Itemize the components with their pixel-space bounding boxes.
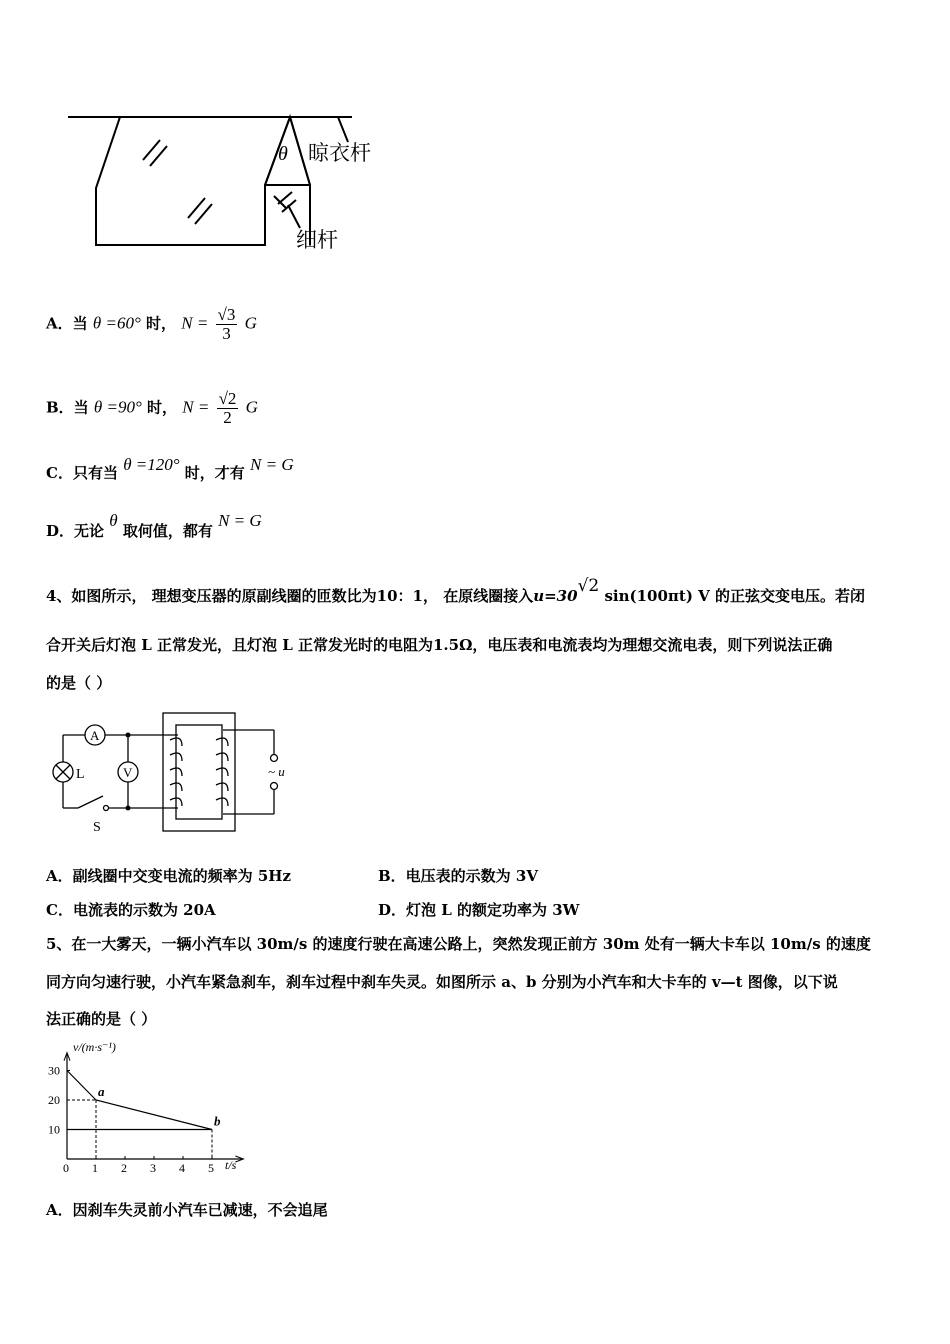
q3-option-b: B．当 θ =90° 时， N = $\frac{√2}{2}$ G — [46, 389, 258, 427]
y-tick-label: 10 — [48, 1122, 60, 1137]
lamp-label: L — [76, 767, 85, 782]
rod-label: 细杆 — [296, 228, 338, 252]
q4-line-2: 合开关后灯泡 L 正常发光，且灯泡 L 正常发光时的电阻为1.5Ω，电压表和电流表均为理想交流电表，则下列说法正确 — [46, 636, 833, 654]
x-tick-label: 3 — [150, 1161, 156, 1175]
q3-option-c: C．只有当 θ =120° 时，才有 N = G — [46, 455, 294, 482]
x-tick-label: 1 — [92, 1161, 98, 1175]
source-label: ~ u — [268, 764, 285, 779]
chart-xlabel: t/s — [225, 1158, 237, 1172]
q5-option-a: A．因刹车失灵前小汽车已减速，不会追尾 — [46, 1201, 328, 1219]
q4-option-c: C．电流表的示数为 20A — [46, 901, 216, 919]
angle-label: θ — [278, 143, 288, 165]
y-tick-label: 30 — [48, 1063, 60, 1078]
point-label-a: a — [98, 1084, 105, 1099]
y-tick-label: 20 — [48, 1093, 60, 1107]
ammeter-label: A — [90, 728, 100, 743]
vt-chart — [40, 1036, 270, 1176]
q4-option-b: B．电压表的示数为 3V — [378, 867, 538, 885]
x-tick-label: 0 — [63, 1161, 69, 1175]
q4-line-1: 4、如图所示， 理想变压器的原副线圈的匝数比为10：1， 在原线圈接入u=30√2 sin(100πt) V 的正弦交变电压。若闭 — [46, 576, 865, 605]
q4-option-a: A．副线圈中交变电流的频率为 5Hz — [46, 867, 291, 885]
q4-line-3: 的是（ ） — [46, 674, 112, 692]
voltmeter-label: V — [123, 765, 133, 780]
x-tick-label: 5 — [208, 1161, 214, 1175]
rack-label: 晾衣杆 — [308, 141, 371, 165]
clothes-rack-figure — [60, 100, 390, 260]
x-tick-label: 4 — [179, 1161, 185, 1175]
q3-option-a: A．当 θ =60° 时， N = $\frac{√3}{3}$ G — [46, 305, 257, 343]
q5-line-2: 同方向匀速行驶，小汽车紧急刹车，刹车过程中刹车失灵。如图所示 a、b 分别为小汽车和大卡车的 v—t 图像，以下说 — [46, 973, 838, 991]
chart-ylabel: v/(m·s⁻¹) — [73, 1040, 116, 1054]
q5-line-1: 5、在一大雾天，一辆小汽车以 30m/s 的速度行驶在高速公路上，突然发现正前方 30m 处有一辆大卡车以 10m/s 的速度 — [46, 935, 871, 953]
x-tick-label: 2 — [121, 1161, 127, 1175]
switch-label: S — [93, 820, 101, 835]
q3-option-d: D．无论 θ 取何值，都有 N = G — [46, 511, 262, 540]
transformer-circuit — [48, 710, 308, 840]
q4-option-d: D．灯泡 L 的额定功率为 3W — [378, 901, 580, 919]
q5-line-3: 法正确的是（ ） — [46, 1010, 157, 1028]
point-label-b: b — [214, 1113, 221, 1129]
